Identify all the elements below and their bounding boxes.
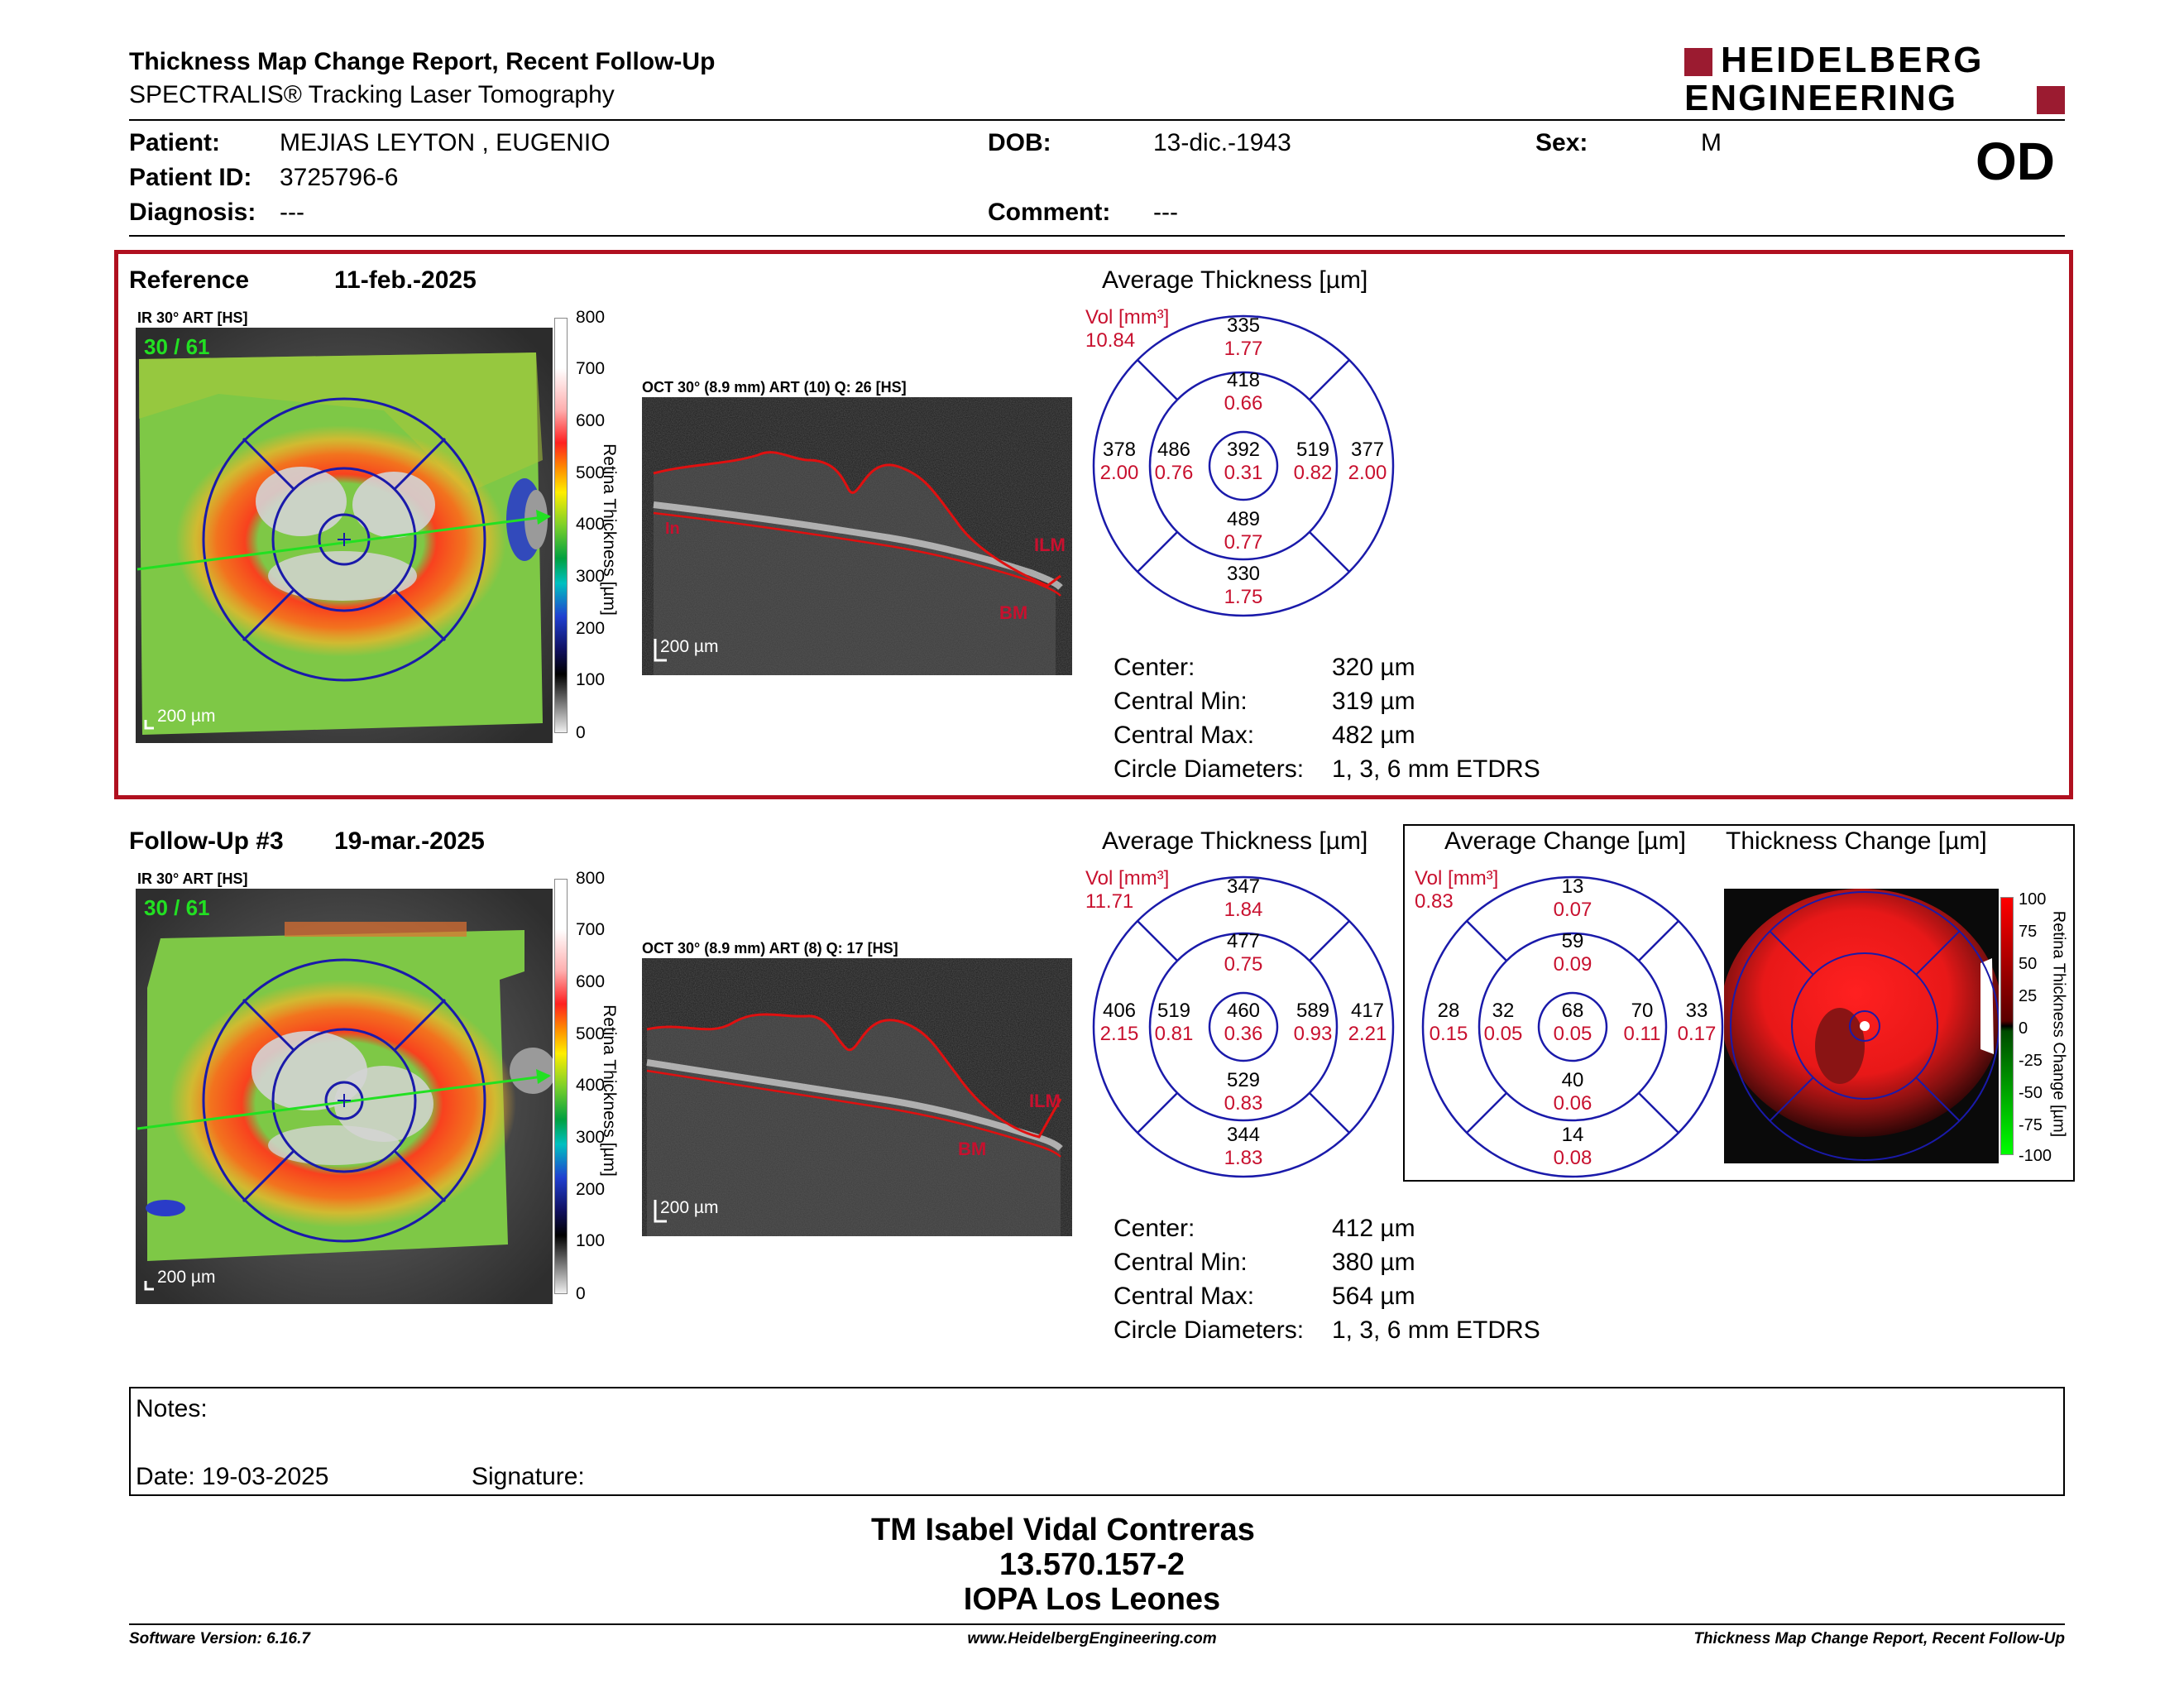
stat-label: Central Min: (1114, 688, 1248, 715)
brand-line1: HEIDELBERG (1721, 40, 1985, 80)
change-volume: 0.15 (1429, 1023, 1468, 1045)
oct-ilm-label: ILM (1034, 535, 1066, 555)
stats-values (1332, 650, 1540, 786)
ir-scale-label: 200 µm (157, 707, 216, 726)
diagnosis-label: Diagnosis: (129, 199, 256, 226)
volume-value: 0.82 (1293, 462, 1333, 484)
report-title: Thickness Map Change Report, Recent Follow-Up (129, 48, 716, 75)
stat-label: Circle Diameters: (1114, 755, 1305, 783)
colorbar-tick: 800 (576, 869, 606, 888)
change-tick: 0 (2019, 1019, 2028, 1038)
notes-box[interactable] (129, 1387, 2065, 1496)
colorbar-tick: 200 (576, 619, 606, 638)
brand-square-icon (1684, 48, 1712, 76)
oct-in-label: In (665, 520, 680, 538)
ir-thickness-map-followup[interactable] (136, 889, 553, 1304)
change-value: 70 (1631, 1000, 1654, 1022)
etdrs-outer-right (1339, 1000, 1396, 1046)
etdrs-outer-top (1191, 314, 1296, 361)
brand-logo (1684, 40, 2065, 119)
diagnosis-value: --- (280, 199, 304, 226)
volume-value: 0.81 (1154, 1023, 1194, 1045)
thickness-value: 378 (1102, 439, 1137, 461)
stat-value: 412 µm (1332, 1215, 1415, 1242)
thickness-value: 406 (1102, 1000, 1137, 1022)
ir-label: IR 30° ART [HS] (137, 870, 248, 887)
etdrs-inner-top (1191, 369, 1296, 415)
etdrs-inner-top (1191, 930, 1296, 976)
footer-report-title: Thickness Map Change Report, Recent Follow-Up (1693, 1630, 2065, 1647)
colorbar-tick: 300 (576, 567, 606, 586)
etdrs-outer-right (1339, 439, 1396, 485)
oct-ilm-label: ILM (1029, 1091, 1061, 1111)
thickness-value: 489 (1226, 508, 1261, 530)
stat-label: Central Max: (1114, 1283, 1255, 1310)
vol-value: 10.84 (1085, 329, 1136, 352)
thickness-value: 392 (1226, 439, 1261, 461)
sex-label: Sex: (1535, 129, 1588, 156)
change-tick: -50 (2019, 1084, 2043, 1102)
report-subtitle: SPECTRALIS® Tracking Laser Tomography (129, 81, 615, 108)
signature-block (0, 1513, 2184, 1617)
stat-value: 319 µm (1332, 688, 1415, 715)
thickness-value: 344 (1226, 1124, 1261, 1146)
volume-value: 2.21 (1348, 1023, 1387, 1045)
thickness-value: 335 (1226, 314, 1261, 337)
etdrs-outer-bottom (1191, 563, 1296, 609)
etdrs-inner-right (1284, 439, 1342, 485)
oct-label: OCT 30° (8.9 mm) ART (10) Q: 26 [HS] (642, 379, 907, 396)
oct-scale-label: 200 µm (660, 637, 719, 656)
etdrs-center (1211, 439, 1276, 485)
change-outer-bottom (1521, 1124, 1625, 1170)
colorbar-title: Retina Thickness [µm] (600, 444, 619, 616)
volume-value: 0.31 (1224, 462, 1263, 484)
notes-label: Notes: (136, 1395, 208, 1422)
stat-label: Center: (1114, 1215, 1195, 1242)
notes-date: Date: 19-03-2025 (136, 1463, 329, 1490)
change-value: 68 (1561, 1000, 1584, 1022)
change-value: 59 (1561, 930, 1584, 952)
change-volume: 0.17 (1677, 1023, 1717, 1045)
volume-value: 0.66 (1224, 392, 1263, 415)
change-value: 13 (1561, 875, 1584, 898)
change-colorbar-title: Retina Thickness Change [µm] (2049, 910, 2068, 1138)
change-inner-bottom (1521, 1069, 1625, 1115)
colorbar-tick: 600 (576, 972, 606, 991)
change-tick: 75 (2019, 923, 2038, 941)
colorbar-tick: 500 (576, 463, 606, 482)
colorbar-tick: 100 (576, 1231, 606, 1250)
vol-label: Vol [mm³] (1085, 867, 1170, 890)
stat-value: 1, 3, 6 mm ETDRS (1332, 755, 1540, 783)
followup-label: Follow-Up #3 (129, 827, 284, 855)
thickness-value: 418 (1226, 369, 1261, 391)
thickness-value: 417 (1350, 1000, 1385, 1022)
sex-value: M (1701, 129, 1722, 156)
change-inner-left (1474, 1000, 1532, 1046)
change-tick: -25 (2019, 1052, 2043, 1070)
thickness-value: 330 (1226, 563, 1261, 585)
volume-value: 2.00 (1348, 462, 1387, 484)
volume-value: 0.75 (1224, 953, 1263, 976)
reference-label: Reference (129, 266, 250, 294)
avg-change-title: Average Change [µm] (1444, 827, 1686, 855)
thickness-value: 519 (1296, 439, 1330, 461)
change-inner-right (1613, 1000, 1671, 1046)
change-value: 40 (1561, 1069, 1584, 1091)
change-tick: -100 (2019, 1147, 2052, 1165)
website-link[interactable]: www.HeidelbergEngineering.com (967, 1630, 1217, 1647)
vol-value: 11.71 (1085, 890, 1134, 913)
change-value: 28 (1437, 1000, 1460, 1022)
thickness-value: 486 (1157, 439, 1191, 461)
oct-bm-label: BM (958, 1139, 987, 1159)
volume-value: 1.75 (1224, 586, 1263, 608)
dob-label: DOB: (988, 129, 1051, 156)
etdrs-outer-top (1191, 875, 1296, 922)
colorbar-tick: 200 (576, 1180, 606, 1199)
change-colorbar (2000, 897, 2014, 1155)
thickness-value: 477 (1226, 930, 1261, 952)
brand-line2: ENGINEERING (1684, 78, 1958, 118)
change-outer-left (1420, 1000, 1478, 1046)
thickness-value: 460 (1226, 1000, 1261, 1022)
volume-value: 0.36 (1224, 1023, 1263, 1045)
thickness-value: 529 (1226, 1069, 1261, 1091)
volume-value: 2.00 (1099, 462, 1139, 484)
colorbar-tick: 600 (576, 411, 606, 430)
change-value: 33 (1685, 1000, 1708, 1022)
thickness-value: 589 (1296, 1000, 1330, 1022)
volume-value: 0.83 (1224, 1092, 1263, 1115)
stat-value: 380 µm (1332, 1249, 1415, 1276)
volume-value: 0.93 (1293, 1023, 1333, 1045)
change-tick: 50 (2019, 955, 2038, 973)
etdrs-inner-bottom (1191, 508, 1296, 554)
change-outer-right (1668, 1000, 1726, 1046)
vol-label: Vol [mm³] (1085, 306, 1170, 328)
change-volume: 0.09 (1553, 953, 1592, 976)
change-vol-label: Vol [mm³] (1415, 867, 1499, 890)
brand-square-icon (2037, 86, 2065, 114)
colorbar-tick: 400 (576, 515, 606, 534)
avg-thickness-title: Average Thickness [µm] (1102, 827, 1368, 855)
stat-value: 320 µm (1332, 654, 1415, 681)
change-volume: 0.08 (1553, 1147, 1592, 1169)
colorbar-tick: 0 (576, 723, 586, 742)
change-volume: 0.11 (1623, 1023, 1661, 1045)
colorbar-tick: 700 (576, 920, 606, 939)
change-tick: 25 (2019, 987, 2038, 1005)
thickness-value: 347 (1226, 875, 1261, 898)
thickness-colorbar (554, 318, 568, 733)
oct-label: OCT 30° (8.9 mm) ART (8) Q: 17 [HS] (642, 940, 898, 957)
ir-counter: 30 / 61 (144, 334, 210, 359)
patient-name: MEJIAS LEYTON , EUGENIO (280, 129, 611, 156)
followup-date: 19-mar.-2025 (334, 827, 485, 855)
thickness-value: 377 (1350, 439, 1385, 461)
change-value: 32 (1492, 1000, 1515, 1022)
stat-label: Circle Diameters: (1114, 1316, 1305, 1344)
oct-bm-label: BM (999, 602, 1028, 623)
patient-label: Patient: (129, 129, 221, 156)
change-tick: 100 (2019, 890, 2047, 909)
thickness-value: 519 (1157, 1000, 1191, 1022)
stat-label: Central Min: (1114, 1249, 1248, 1276)
signer-name: TM Isabel Vidal Contreras (871, 1513, 1255, 1547)
colorbar-tick: 400 (576, 1076, 606, 1095)
avg-thickness-title: Average Thickness [µm] (1102, 266, 1368, 294)
change-outer-top (1521, 875, 1625, 922)
patient-id-label: Patient ID: (129, 164, 252, 191)
signature-label: Signature: (472, 1463, 585, 1490)
oct-bscan-followup[interactable] (642, 958, 1072, 1236)
colorbar-tick: 0 (576, 1284, 586, 1303)
change-value: 14 (1561, 1124, 1584, 1146)
volume-value: 2.15 (1099, 1023, 1139, 1045)
etdrs-inner-right (1284, 1000, 1342, 1046)
volume-value: 1.77 (1224, 338, 1263, 360)
dob-value: 13-dic.-1943 (1153, 129, 1291, 156)
ir-label: IR 30° ART [HS] (137, 309, 248, 326)
oct-bscan[interactable] (642, 397, 1072, 675)
colorbar-tick: 100 (576, 670, 606, 689)
stats-labels (1114, 1211, 1304, 1347)
volume-value: 1.83 (1224, 1147, 1263, 1169)
thickness-change-title: Thickness Change [µm] (1726, 827, 1987, 855)
comment-value: --- (1153, 199, 1178, 226)
change-volume: 0.05 (1553, 1023, 1592, 1045)
etdrs-center (1211, 1000, 1276, 1046)
colorbar-tick: 300 (576, 1128, 606, 1147)
signer-rut: 13.570.157-2 (999, 1547, 1185, 1582)
change-volume: 0.06 (1553, 1092, 1592, 1115)
ir-thickness-map[interactable] (136, 328, 553, 743)
stats-values (1332, 1211, 1540, 1347)
software-version: Software Version: 6.16.7 (129, 1630, 310, 1647)
signer-institution: IOPA Los Leones (963, 1582, 1221, 1617)
etdrs-inner-left (1145, 439, 1203, 485)
eye-indicator: OD (1976, 132, 2055, 191)
colorbar-tick: 800 (576, 308, 606, 327)
change-inner-top (1521, 930, 1625, 976)
thickness-change-map[interactable] (1724, 889, 1999, 1163)
stat-value: 1, 3, 6 mm ETDRS (1332, 1316, 1540, 1344)
colorbar-title: Retina Thickness [µm] (600, 1005, 619, 1177)
change-center (1540, 1000, 1605, 1046)
stat-value: 564 µm (1332, 1283, 1415, 1310)
oct-scale-label: 200 µm (660, 1198, 719, 1217)
volume-value: 0.77 (1224, 531, 1263, 554)
change-volume: 0.05 (1483, 1023, 1523, 1045)
change-vol-value: 0.83 (1415, 890, 1454, 913)
thickness-colorbar (554, 879, 568, 1294)
patient-id: 3725796-6 (280, 164, 399, 191)
etdrs-inner-bottom (1191, 1069, 1296, 1115)
volume-value: 1.84 (1224, 899, 1263, 921)
stat-label: Center: (1114, 654, 1195, 681)
etdrs-outer-left (1090, 439, 1148, 485)
comment-label: Comment: (988, 199, 1111, 226)
etdrs-outer-left (1090, 1000, 1148, 1046)
colorbar-tick: 700 (576, 359, 606, 378)
reference-date: 11-feb.-2025 (334, 266, 477, 294)
etdrs-outer-bottom (1191, 1124, 1296, 1170)
change-tick: -75 (2019, 1116, 2043, 1134)
stat-value: 482 µm (1332, 722, 1415, 749)
change-volume: 0.07 (1553, 899, 1592, 921)
stats-labels (1114, 650, 1304, 786)
volume-value: 0.76 (1154, 462, 1194, 484)
colorbar-tick: 500 (576, 1024, 606, 1043)
stat-label: Central Max: (1114, 722, 1255, 749)
etdrs-inner-left (1145, 1000, 1203, 1046)
ir-counter: 30 / 61 (144, 895, 210, 920)
ir-scale-label: 200 µm (157, 1268, 216, 1287)
